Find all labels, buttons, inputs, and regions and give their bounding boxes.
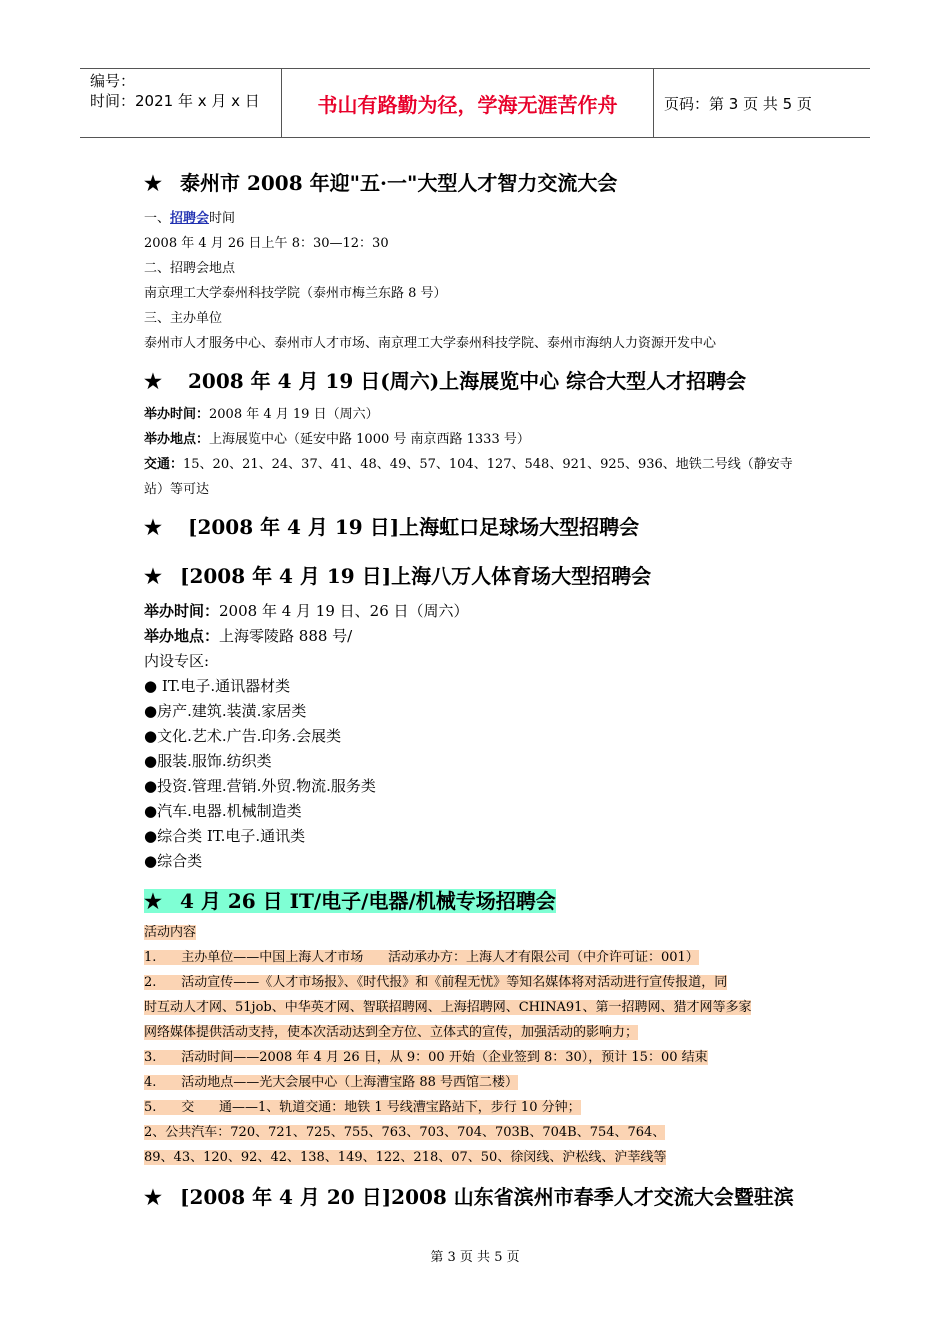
list-item: ●汽车.电器.机械制造类 [144,802,302,820]
doc-number: 编号： [90,72,136,90]
section-title-it-fair: ★ 4 月 26 日 IT/电子/电器/机械专场招聘会 [144,889,556,913]
list-item: ●文化.艺术.广告.印务.会展类 [144,727,342,745]
header-motto: 书山有路勤为径，学海无涯苦作舟 [282,69,654,137]
star-icon: ★ [144,171,162,195]
paragraph-line: 网络媒体提供活动支持，使本次活动达到全方位、立体式的宣传，加强活动的影响力； [144,1025,639,1040]
document-body [144,160,824,1210]
star-icon: ★ [144,369,162,393]
paragraph-line: 站）等可达 [144,482,210,497]
paragraph-line: 1. 主办单位——中国上海人才市场 活动承办方：上海人才有限公司（中介许可证：001） [144,950,699,965]
list-item: ●综合类 [144,852,203,870]
list-item: ●服装.服饰.纺织类 [144,752,272,770]
paragraph-line: 一、招聘会时间 [144,211,236,226]
paragraph-line: 二、招聘会地点 [144,261,236,276]
paragraph-line: 举办时间：2008 年 4 月 19 日（周六） [144,407,379,422]
doc-date: 时间：2021 年 x 月 x 日 [90,92,260,110]
star-icon: ★ [144,515,162,539]
star-icon: ★ [144,889,162,913]
paragraph-line: 三、主办单位 [144,311,223,326]
section-title-shanghai-expo: ★ 2008 年 4 月 19 日(周六)上海展览中心 综合大型人才招聘会 [144,369,747,393]
section-title-binzhou: ★ [2008 年 4 月 20 日]2008 山东省滨州市春季人才交流大会暨驻滨 [144,1185,794,1209]
header-meta [80,69,282,137]
list-item: ●综合类 IT.电子.通讯类 [144,827,306,845]
job-fair-link[interactable]: 招聘会 [170,211,210,226]
paragraph-line: 举办时间：2008 年 4 月 19 日、26 日（周六） [144,602,469,620]
paragraph-line: 4. 活动地点——光大会展中心（上海漕宝路 88 号西馆二楼） [144,1075,519,1090]
paragraph-line: 时互动人才网、51job、中华英才网、智联招聘网、上海招聘网、CHINA91、第一招聘网、猎才网等多家 [144,1000,752,1015]
paragraph-line: 交通：15、20、21、24、37、41、48、49、57、104、127、548、921、925、936、地铁二号线（静安寺 [144,457,793,472]
paragraph-line: 2、公共汽车：720、721、725、755、763、703、704、703B、704B、754、764、 [144,1125,666,1140]
star-icon: ★ [144,1185,162,1209]
star-icon: ★ [144,564,162,588]
paragraph-line: 2. 活动宣传——《人才市场报》、《时代报》和《前程无忧》等知名媒体将对活动进行宣传报道，同 [144,975,728,990]
paragraph-line: 南京理工大学泰州科技学院（泰州市梅兰东路 8 号） [144,286,447,301]
paragraph-line: 89、43、120、92、42、138、149、122、218、07、50、徐闵线、沪松线、沪莘线等 [144,1150,667,1165]
page-footer: 第 3 页 共 5 页 [430,1250,520,1265]
paragraph-line: 2008 年 4 月 26 日上午 8：30—12：30 [144,236,389,251]
header-page-info: 页码：第 3 页 共 5 页 [664,94,812,113]
section-title-bawanren: ★ [2008 年 4 月 19 日]上海八万人体育场大型招聘会 [144,564,652,588]
section-title-taizhou: ★ 泰州市 2008 年迎"五·一"大型人才智力交流大会 [144,171,618,195]
page-header [80,68,870,138]
paragraph-line: 举办地点：上海展览中心（延安中路 1000 号 南京西路 1333 号） [144,432,530,447]
paragraph-line: 3. 活动时间——2008 年 4 月 26 日，从 9：00 开始（企业签到 8：30），预计 15：00 结束 [144,1050,708,1065]
list-item: ● IT.电子.通讯器材类 [144,677,291,695]
paragraph-line: 5. 交 通——1、轨道交通：地铁 1 号线漕宝路站下，步行 10 分钟； [144,1100,581,1115]
paragraph-line: 泰州市人才服务中心、泰州市人才市场、南京理工大学泰州科技学院、泰州市海纳人力资源开发中心 [144,336,717,351]
section-title-hongkou: ★ [2008 年 4 月 19 日]上海虹口足球场大型招聘会 [144,515,640,539]
list-item: ●房产.建筑.装潢.家居类 [144,702,307,720]
paragraph-line: 举办地点：上海零陵路 888 号/ [144,627,353,645]
paragraph-line: 活动内容 [144,925,197,940]
list-item: ●投资.管理.营销.外贸.物流.服务类 [144,777,376,795]
paragraph-line: 内设专区: [144,652,210,670]
